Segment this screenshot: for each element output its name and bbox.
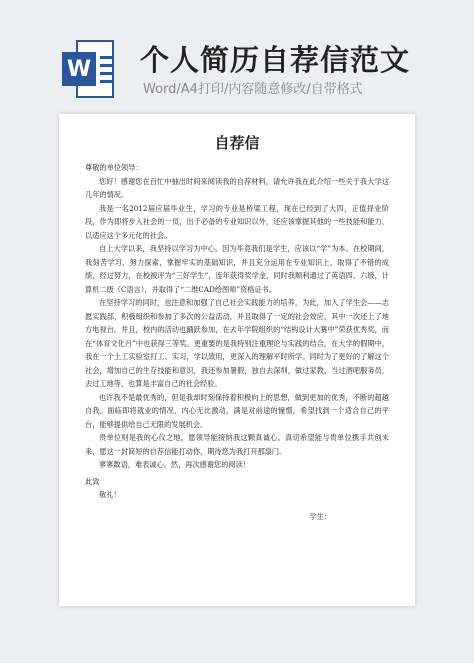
word-badge: W [62,52,96,86]
paragraph: 也许我不是最优秀的，但是我却时刻保持着积极向上的思想，做到更加的优秀，不断的超越自我。面临即将就业的情况，内心无比激动，满是对前途的憧憬，希望找到一个适合自己的平台，能够提供给自己无限的发展机会。 [85,392,389,429]
word-icon [62,40,114,98]
regards: 敬礼！ [99,490,121,499]
signer: 学生： [309,511,331,521]
salutation: 尊敬的单位领导： [85,163,143,172]
paragraph: 自上大学以来，我坚持以学习为中心，因为毕竟我们是学生，应该以“学”为本。在校期间，我刻苦学习，努力探索，掌握牢实的基础知识，并且充分运用在专业知识上，取得了不错的成绩，经过努力，在校被评为“三好学生”，连年获得奖学金，同时我顺利通过了英语四、六级，计算机二级（C语言），并取得了“二维CAD绘图师”资格证书。 [85,244,389,294]
document-page [59,114,415,606]
paragraph: 寥寥数语，难表诚心。然，再次感谢您的阅读！ [99,460,250,469]
paragraph: 我是一名2012届应届毕业生，学习的专业是桥梁工程，现在已经到了大四，正值择业阶段，作为即将步入社会的一员，出于必备的专业知识以外，还应该掌握其他的一些技能和能力，以适应这个多元化的社会。 [85,203,389,240]
document-title: 自荐信 [214,134,260,152]
paragraph: 贵单位则是我的心仪之地，愿领导能接纳我这颗真诚心。真切希望能与贵单位携手共创未来，愿这一封简短的自荐信能打动你，期待您为我打开那扇门。 [85,433,389,456]
page-subtitle: Word/A4打印/内容随意修改/自带格式 [143,82,363,97]
paragraph: 您好！感谢您在百忙中抽出时间来阅读我的自荐材料，请允许我在此介绍一些关于我大学这几年的情况。 [85,176,389,199]
paragraph: 在坚持学习的同时，也注意和加强了自己社会实践能力的培养，为此，加入了学生会——志愿实践部，积极组织和参加了多次的公益活动，并且取得了一定的社会效应，其中一次还上了地方电视台。并且，校内的活动也踊跃参加，在去年学院组织的“结构设计大赛中”荣获优秀奖，而在“体育文化月”中也获得三等奖。更重要的是我特别注重理论与实践的结合，在大学的假期中，我在一个土工实验室打工、实习，学以致用，更深入的理解平时所学。同时为了更好的了解这个社会，增加自己的生存技能和意识，我还参加暑假，独自去深圳，做过家教，当过酒吧服务员，去过工地等，也算是丰富自己的社会经验。 [85,298,389,388]
page-title: 个人简历自荐信范文 [140,43,411,77]
closing: 此致 [85,476,100,486]
header [0,0,474,100]
